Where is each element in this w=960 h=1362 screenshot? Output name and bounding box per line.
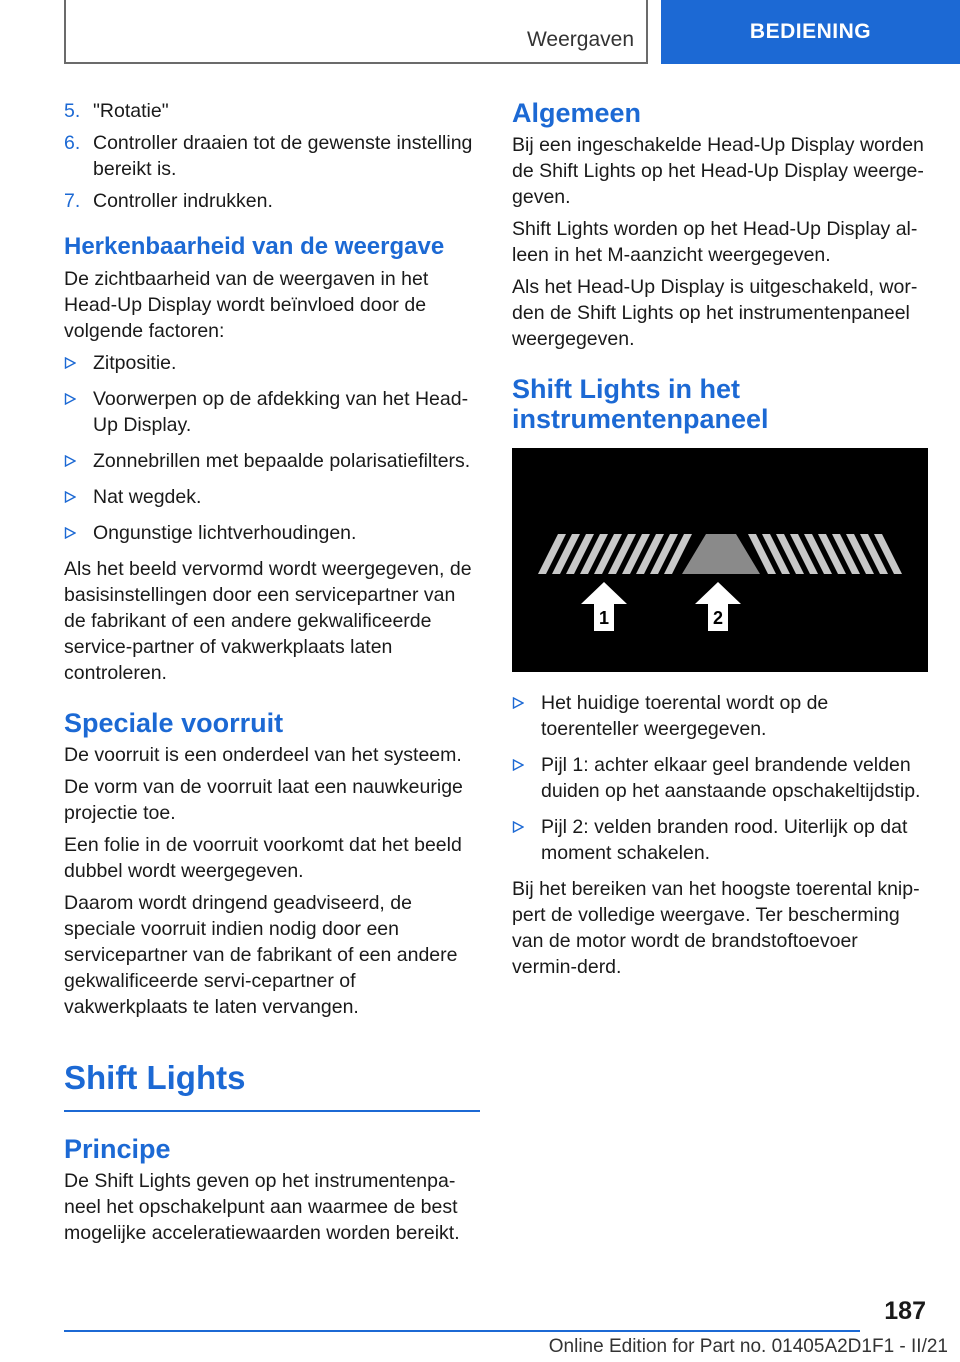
shift-lights-figure — [512, 448, 928, 672]
list-item — [64, 448, 480, 474]
list-item — [512, 814, 928, 866]
shift-lights-title: Shift Lights — [64, 1058, 480, 1112]
list-item — [64, 386, 480, 438]
arrow-2-label: 2 — [712, 608, 724, 628]
step-text: Controller indrukken. — [93, 190, 273, 212]
arrow-1-label: 1 — [598, 608, 610, 628]
factor-text: Ongunstige lichtverhoudingen. — [93, 522, 357, 544]
triangle-right-outline-icon — [64, 393, 76, 405]
windshield-paragraph: Een folie in de voorruit voorkomt dat het beeld dubbel wordt weergegeven. — [64, 834, 462, 882]
triangle-right-outline-icon — [64, 455, 76, 467]
windshield-heading: Speciale voorruit — [64, 708, 284, 738]
triangle-right-outline-icon — [64, 527, 76, 539]
step-number: 6. — [64, 132, 81, 154]
edition-note: Online Edition for Part no. 01405A2D1F1 - II/21 — [548, 1336, 948, 1357]
factor-text: Zonnebrillen met bepaalde polarisatiefilters. — [93, 450, 471, 472]
list-item — [64, 130, 480, 182]
page-number: 187 — [884, 1297, 926, 1325]
windshield-paragraph: Daarom wordt dringend geadviseerd, de speciale voorruit indien nodig door een servicepartner van de fabrikant of een andere gekwalificeerde servi-cepartner of vakwerkplaats te laten vervangen. — [64, 892, 458, 1018]
general-paragraph: Shift Lights worden op het Head-Up Display al-leen in het M-aanzicht weergegeven. — [512, 218, 918, 266]
triangle-right-outline-icon — [512, 759, 524, 771]
factor-text: Voorwerpen op de afdekking van het Head-Up Display. — [93, 388, 469, 436]
header-section-label: Weergaven — [526, 28, 634, 51]
windshield-paragraph: De vorm van de voorruit laat een nauwkeurige projectie toe. — [64, 776, 463, 824]
panel-heading: Shift Lights in het instrumentenpaneel — [512, 374, 769, 434]
bullet-text: Pijl 2: velden branden rood. Uiterlijk op dat moment schakelen. — [541, 816, 908, 864]
list-item — [512, 690, 928, 742]
list-item — [512, 752, 928, 804]
general-heading: Algemeen — [512, 98, 642, 128]
principle-text: De Shift Lights geven op het instrumentenpa-neel het opschakelpunt aan waarmee de best mogelijke acceleratiewaarden worden bereikt. — [64, 1170, 460, 1244]
right-column — [512, 98, 928, 986]
left-column — [64, 98, 480, 1252]
visibility-factors-list — [64, 350, 480, 546]
triangle-right-outline-icon — [64, 491, 76, 503]
general-paragraph: Bij een ingeschakelde Head-Up Display worden de Shift Lights op het Head-Up Display weerge-geven. — [512, 134, 924, 208]
chapter-tab[interactable]: BEDIENING — [661, 0, 960, 64]
windshield-paragraph: De voorruit is een onderdeel van het systeem. — [64, 744, 462, 766]
header-frame — [64, 0, 648, 64]
panel-outro: Bij het bereiken van het hoogste toerental knip-pert de volledige weergave. Ter bescherming van de motor wordt de brandstoftoevoer vermin-derd. — [512, 878, 920, 978]
visibility-intro: De zichtbaarheid van de weergaven in het Head-Up Display wordt beïnvloed door de volgende factoren: — [64, 268, 429, 342]
panel-bullets-list — [512, 690, 928, 866]
steps-list — [64, 98, 480, 214]
list-item — [64, 350, 480, 376]
principle-heading: Principe — [64, 1134, 171, 1164]
step-text: Controller draaien tot de gewenste instelling bereikt is. — [93, 132, 473, 180]
step-text: "Rotatie" — [93, 100, 169, 122]
step-number: 5. — [64, 100, 81, 122]
triangle-right-outline-icon — [512, 697, 524, 709]
footer-divider — [64, 1330, 860, 1332]
general-paragraph: Als het Head-Up Display is uitgeschakeld, wor-den de Shift Lights op het instrumentenpaneel weergegeven. — [512, 276, 918, 350]
list-item — [64, 98, 480, 124]
visibility-heading: Herkenbaarheid van de weergave — [64, 233, 445, 260]
factor-text: Zitpositie. — [93, 352, 177, 374]
bullet-text: Pijl 1: achter elkaar geel brandende velden duiden op het aanstaande opschakeltijdstip. — [541, 754, 921, 802]
visibility-outro: Als het beeld vervormd wordt weergegeven, de basisinstellingen door een servicepartner van de fabrikant of een andere gekwalificeerde service-partner of vakwerkplaats laten controleren. — [64, 558, 472, 684]
triangle-right-outline-icon — [512, 821, 524, 833]
triangle-right-outline-icon — [64, 357, 76, 369]
list-item — [64, 520, 480, 546]
bullet-text: Het huidige toerental wordt op de toerenteller weergegeven. — [541, 692, 829, 740]
list-item — [64, 484, 480, 510]
factor-text: Nat wegdek. — [93, 486, 202, 508]
list-item — [64, 188, 480, 214]
step-number: 7. — [64, 190, 81, 212]
